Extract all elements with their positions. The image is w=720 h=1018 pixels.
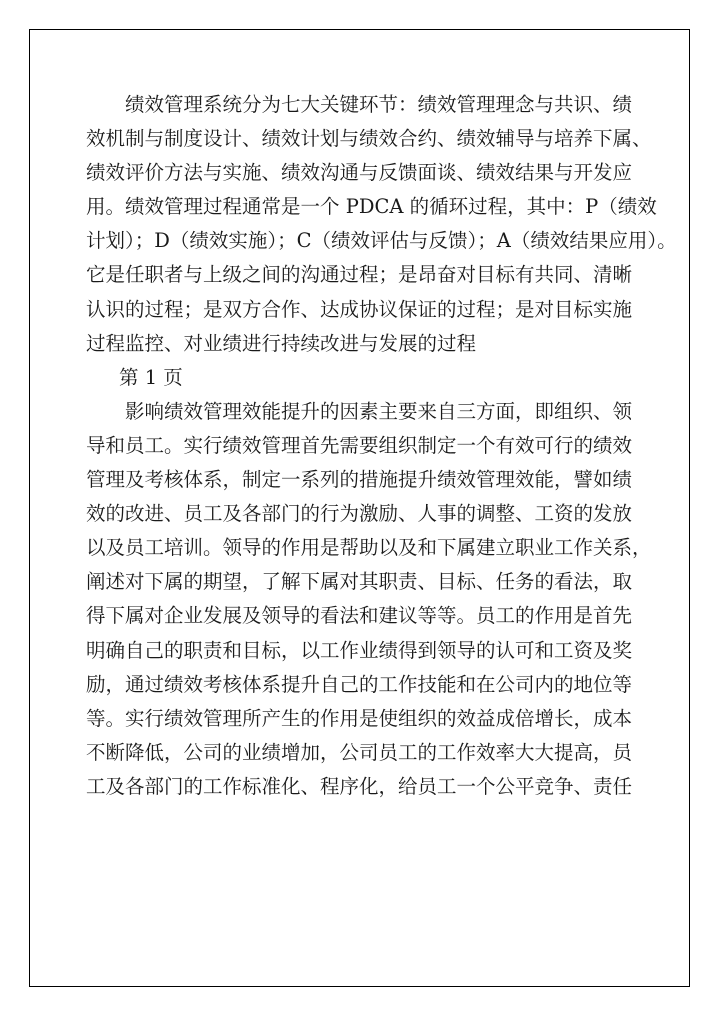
paragraph-line: 导和员工。实行绩效管理首先需要组织制定一个有效可行的绩效: [86, 433, 633, 457]
paragraph-1: [86, 88, 677, 361]
paragraph-line: 计划）；D（绩效实施）；C（绩效评估与反馈）；A（绩效结果应用）。: [86, 229, 677, 253]
paragraph-line: 不断降低，公司的业绩增加，公司员工的工作效率大大提高，员: [86, 740, 633, 764]
paragraph-line: 效的改进、员工及各部门的行为激励、人事的调整、工资的发放: [86, 502, 633, 526]
paragraph-line: 用。绩效管理过程通常是一个 PDCA 的循环过程，其中：P（绩效: [86, 195, 657, 219]
paragraph-line: 过程监控、对业绩进行持续改进与发展的过程: [86, 331, 477, 355]
paragraph-line: 绩效管理系统分为七大关键环节：绩效管理理念与共识、绩: [125, 93, 633, 116]
paragraph-line: 认识的过程；是双方合作、达成协议保证的过程；是对目标实施: [86, 297, 633, 321]
paragraph-line: 得下属对企业发展及领导的看法和建议等等。员工的作用是首先: [86, 604, 633, 628]
paragraph-line: 以及员工培训。领导的作用是帮助以及和下属建立职业工作关系，: [86, 536, 652, 560]
paragraph-line: 明确自己的职责和目标，以工作业绩得到领导的认可和工资及奖: [86, 638, 633, 662]
paragraph-line: 工及各部门的工作标准化、程序化，给员工一个公平竞争、责任: [86, 774, 633, 798]
paragraph-2: [86, 395, 652, 804]
paragraph-line: 等。实行绩效管理所产生的作用是使组织的效益成倍增长，成本: [86, 706, 633, 730]
paragraph-line: 励，通过绩效考核体系提升自己的工作技能和在公司内的地位等: [86, 672, 633, 696]
paragraph-line: 绩效评价方法与实施、绩效沟通与反馈面谈、绩效结果与开发应: [86, 161, 633, 185]
page-number: 第 1 页: [119, 365, 183, 389]
paragraph-line: 效机制与制度设计、绩效计划与绩效合约、绩效辅导与培养下属、: [86, 127, 652, 151]
paragraph-line: 影响绩效管理效能提升的因素主要来自三方面，即组织、领: [125, 399, 633, 423]
paragraph-line: 管理及考核体系，制定一系列的措施提升绩效管理效能，譬如绩: [86, 468, 633, 492]
paragraph-line: 阐述对下属的期望，了解下属对其职责、目标、任务的看法，取: [86, 570, 633, 594]
paragraph-line: 它是任职者与上级之间的沟通过程；是昂奋对目标有共同、清晰: [86, 263, 633, 287]
document-body: [86, 88, 677, 804]
